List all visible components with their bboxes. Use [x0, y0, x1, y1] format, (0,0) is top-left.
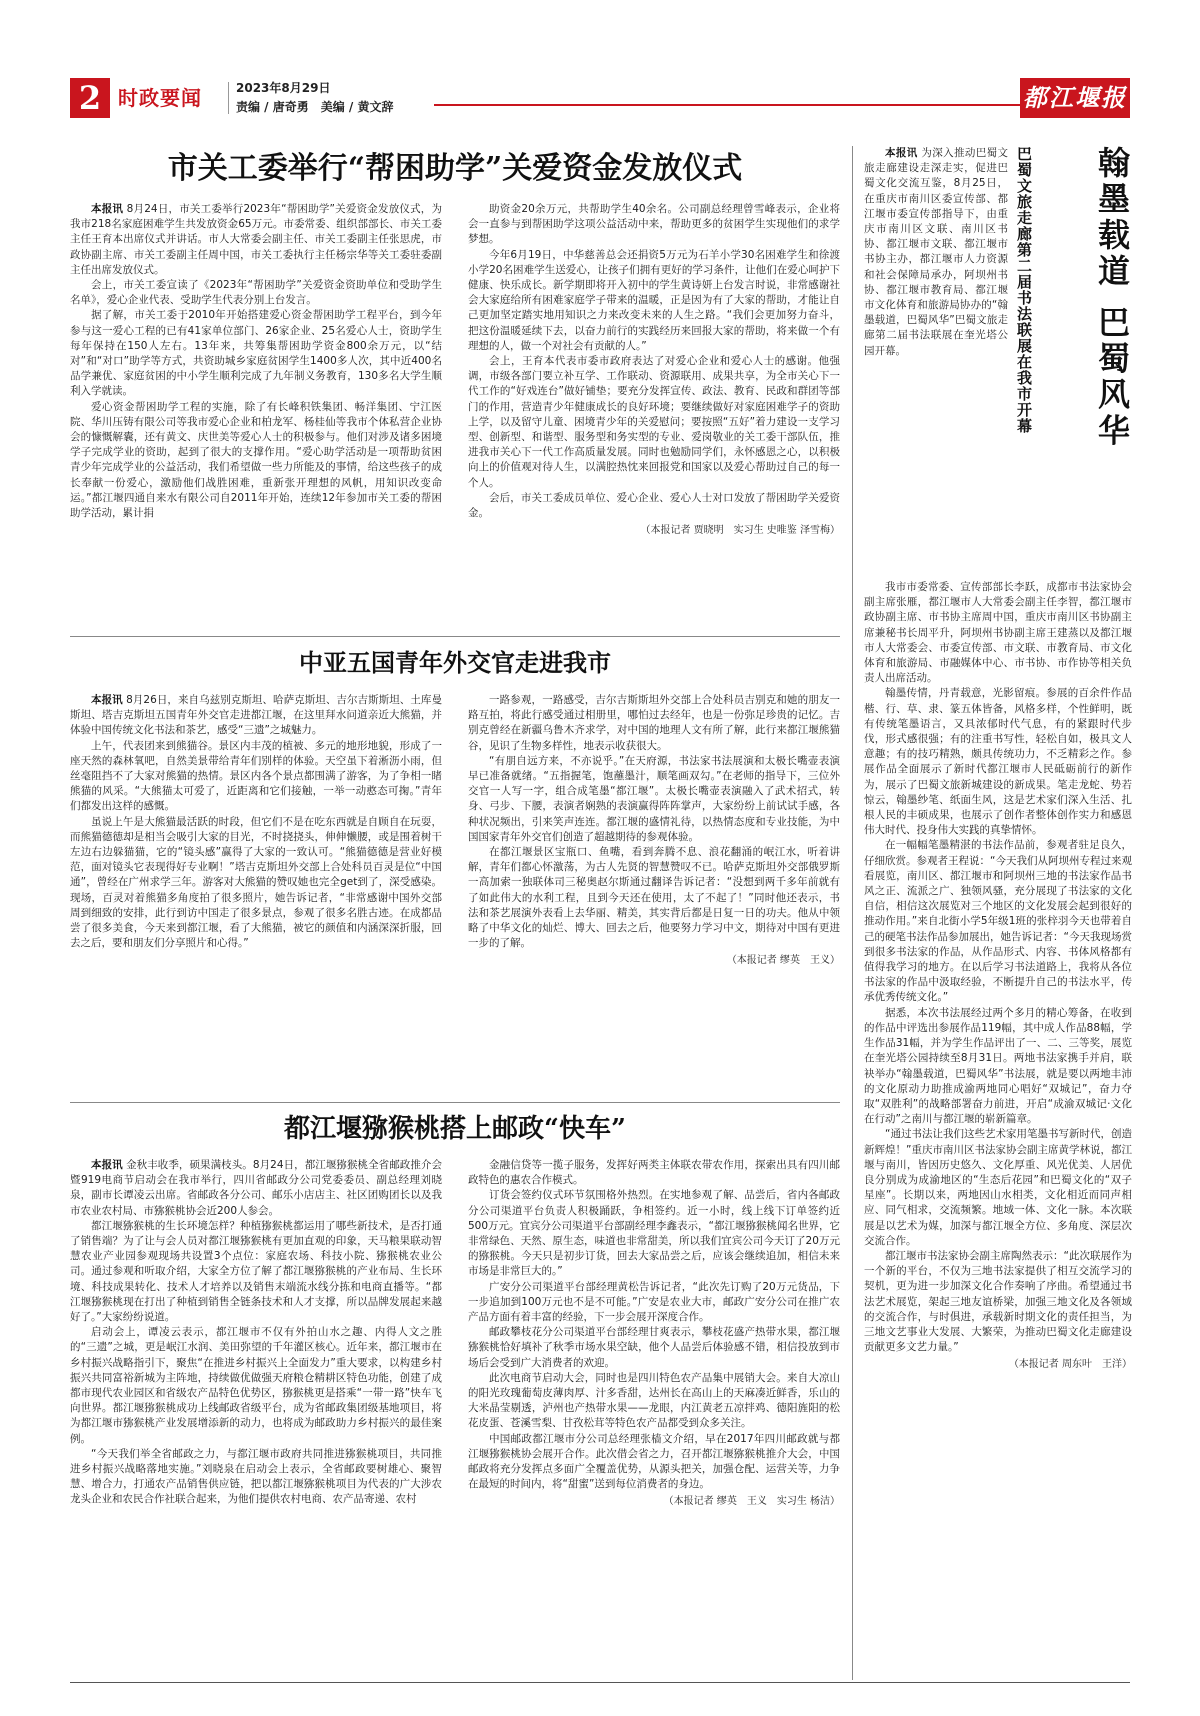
byline: （本报记者 贾晓明 实习生 史唯鉴 泽雪梅）	[640, 525, 840, 537]
article-paragraph	[70, 400, 442, 522]
paragraph-text: 8月26日，来自乌兹别克斯坦、哈萨克斯坦、吉尔吉斯斯坦、土库曼斯坦、塔吉克斯坦五国青年外交官走进都江堰，在这里拜水问道亲近大熊猫，并体验中国传统文化书法和茶艺，感受“三遗”之城魅力。	[70, 694, 442, 737]
paragraph-text: 在都江堰景区宝瓶口、鱼嘴，看到奔腾不息、浪花翻涌的岷江水，听着讲解，青年们都心怀激荡，为古人先贤的智慧赞叹不已。哈萨克斯坦外交部俄罗斯一高加索一独联体司三秘奥赵尔斯通过翻译告诉记者：“没想到两千多年前就有了如此伟大的水利工程，且到今天还在使用，太了不起了！”同时他还表示，书法和茶艺展演外表看上去华丽、精美，其实背后都是日复一日的功夫。他从中领略了中华文化的灿烂、博大、回去之后，他要努力学习中文，期待对中国有更进一步的了解。	[468, 846, 840, 950]
paragraph-text: 会后，市关工委成员单位、爱心企业、爱心人士对口发放了帮困助学关爱资金。	[468, 491, 840, 520]
article-paragraph	[864, 146, 1008, 359]
paragraph-text: “有朋自远方来，不亦说乎。”在天府源，书法家书法展演和太极长嘴壶表演早已准备就绪。“五指握笔，饱蘸墨汁，顺笔画双勾。”在老师的指导下，三位外交官一人写一字，组合成笔墨“都江堰”。太极长嘴壶表演融入了武术招式，转身、弓步、下腰，表演者娴熟的表演赢得阵阵掌声，大家纷纷上前试试手感，各种状况频出，引来笑声连连。都江堰的盛情礼待，以热情态度和专业技能，为中国国家青年外交官们创造了超越期待的参观体验。	[468, 754, 840, 843]
page-number: 2	[70, 78, 110, 118]
header-rule	[434, 104, 1074, 106]
article-calligraphy-exhibition	[864, 146, 1132, 1680]
paragraph-text: 8月24日，市关工委举行2023年“帮困助学”关爱资金发放仪式，为我市218名家庭困难学生共发放资金65万元。市委常委、组织部部长、市关工委主任王育本出席仪式并讲话。市人大常委会副主任、市关工委副主任张思虎，市政协副主席、市关工委副主任周中国，市关工委执行主任杨宗华等关工委驻委副主任出席发放仪式。	[70, 203, 442, 276]
article-column-1	[70, 202, 442, 626]
article-paragraph	[864, 838, 1132, 1005]
article-paragraph	[468, 693, 840, 754]
article-headline: 都江堰猕猴桃搭上邮政“快车”	[284, 1114, 626, 1144]
page-bottom-rule	[70, 1682, 1130, 1683]
lead-label: 本报讯	[91, 1159, 123, 1171]
paragraph-text: 爱心资金帮困助学工程的实施，除了有长峰积铁集团、畅洋集团、宁江医院、华川压铸有限公司等我市爱心企业和柏龙军、杨桂仙等我市个体私营企业协会的慷慨解囊，还有黄文、庆世美等爱心人士的积极参与。他们对涉及诸多困境学子完成学业的资助，起到了很大的支撑作用。“爱心助学活动是一项帮助贫困青少年完成学业的公益活动，我们希望做一些力所能及的事情，给这些孩子的成长奉献一份爱心，激励他们战胜困难，重新张开理想的风帆，用知识改变命运。”都江堰四通自来水有限公司自2011年开始，连续12年参加市关工委的帮困助学活动，累计捐	[70, 400, 442, 520]
article-aid-fund	[70, 148, 840, 628]
article-kiwi-postal	[70, 1110, 840, 1680]
article-paragraph	[864, 1127, 1132, 1249]
article-headline: 市关工委举行“帮困助学”关爱资金发放仪式	[167, 151, 743, 186]
article-paragraph	[468, 202, 840, 248]
column-divider	[852, 146, 853, 1680]
article-paragraph	[468, 491, 840, 521]
article-column-2	[468, 1158, 840, 1678]
section-name: 时政要闻	[118, 86, 202, 110]
editors-line: 责编 / 唐奇勇 美编 / 黄文辞	[236, 100, 394, 114]
paragraph-text: 金秋丰收季，硕果满枝头。8月24日，都江堰猕猴桃全省邮政推介会暨919电商节启动会在我市举行，四川省邮政分公司党委委员、副总经理刘晓泉，副市长谭凌云出席。省邮政各分公司、邮乐小店店主、社区团购团长以及我市农业农村局、市猕猴桃协会近200人参会。	[70, 1159, 442, 1217]
paragraph-text: 一路参观，一路感受，吉尔吉斯斯坦外交部上合处科员吉别克和她的朋友一路互拍，将此行感受通过相册里，哪怕过去经年，也是一份弥足珍贵的记忆。吉别克曾经在新疆乌鲁木齐求学，对中国的地理人文有所了解，此行来都江堰熊猫谷，见识了生物多样性，地表示收获很大。	[468, 694, 840, 752]
paragraph-text: 会上，王育本代表市委市政府表达了对爱心企业和爱心人士的感谢。他强调，市级各部门要立补互学、工作联动、资源联用、成果共享，为全市关心下一代工作的“好戏连台”做好铺垫；要充分发挥宣传、政法、教育、民政和群团等部门的作用，营造青少年健康成长的良好环境；要继续做好对家庭困难学子的资助上学，以及留守儿童、困境青少年的关爱慰问；要按照“五好”着力建设一支学习型、创新型、和谐型、服务型和务实型的专业、爱岗敬业的关工委干部队伍，推进我市关心下一代工作高质量发展。同时也勉励同学们，永怀感恩之心，以积极向上的价值观对待人生，以满腔热忱来回报党和国家以及爱心帮助过自己的每一个人。	[468, 355, 840, 489]
paragraph-text: 助资金20余万元，共帮助学生40余名。公司副总经理曾雪峰表示，企业将会一直参与到帮困助学这项公益活动中来，帮助更多的贫困学生实现他们的求学梦想。	[468, 203, 840, 246]
article-paragraph	[468, 1432, 840, 1493]
paragraph-text: 金融信贷等一揽子服务，发挥好两类主体联农带农作用，探索出具有四川邮政特色的惠农合作模式。	[468, 1159, 840, 1187]
article-intro	[864, 146, 1008, 576]
article-paragraph	[468, 1280, 840, 1326]
header-separator	[228, 82, 229, 114]
article-paragraph	[70, 308, 442, 399]
paper-logo: 都江堰报	[1020, 78, 1130, 118]
article-column-1	[70, 693, 442, 1093]
article-paragraph	[70, 202, 442, 278]
paragraph-text: 据了解，市关工委于2010年开始搭建爱心资金帮困助学工程平台，到今年参与这一爱心工程的已有41家单位部门、26家企业、25名爱心人士，资助学生每年保持在150人左右。13年来，共筹集帮困助学资金800余万元，以“结对”和“对口”助学等方式，共资助城乡家庭贫困学生1400多人次，其中近400名品学兼优、家庭贫困的中小学生顺利完成了九年制义务教育，130多名大学生顺利入学就读。	[70, 309, 442, 398]
paragraph-text: 此次电商节启动大会，同时也是四川特色农产品集中展销大会。来自大凉山的阳光玫瑰葡萄皮薄肉厚、汁多香甜，达州长在高山上的天麻凑近鲜香，乐山的大米晶莹剔透，泸州也产热带水果——龙眼，内江黄老五凉拌鸡、德阳旌阳的松花皮蛋、苍溪雪梨、甘孜松茸等特色农产品都受到众多关注。	[468, 1371, 840, 1430]
article-divider	[70, 636, 840, 637]
byline: （本报记者 缪英 王义 实习生 杨洁）	[663, 1496, 840, 1508]
byline: （本报记者 缪英 王义）	[726, 955, 840, 967]
article-paragraph	[864, 1249, 1132, 1355]
paragraph-text: 邮政攀枝花分公司渠道平台部经理甘爽表示，攀枝花盛产热带水果，都江堰猕猴桃恰好填补了秋季市场水果空缺，他个人品尝后体验感不错，相信投放到市场后会受到广大消费者的欢迎。	[468, 1326, 840, 1369]
lead-label: 本报讯	[91, 694, 123, 706]
paragraph-text: 会上，市关工委宣读了《2023年“帮困助学”关爱资金资助单位和受助学生名单》，爱心企业代表、受助学生代表分别上台发言。	[70, 279, 442, 307]
article-column-2	[468, 693, 840, 1093]
article-column-1	[70, 1158, 442, 1678]
article-paragraph	[468, 1158, 840, 1188]
article-paragraph	[70, 1219, 442, 1325]
article-divider	[70, 1102, 840, 1103]
article-paragraph	[864, 1006, 1132, 1128]
article-paragraph	[468, 1188, 840, 1279]
paragraph-text: 都江堰市书法家协会副主席陶然表示：“此次联展作为一个新的平台，不仅为三地书法家提供了相互交流学习的契机，更为进一步加深文化合作奏响了序曲。希望通过书法艺术展览，架起三地友谊桥梁，加强三地文化及各领域的交流合作，与时俱进，承载新时期文化的责任担当，为三地文艺事业大发展、大繁荣，为推动巴蜀文化走廊建设贡献更多文艺力量。”	[864, 1249, 1132, 1354]
article-paragraph	[468, 1371, 840, 1432]
article-diplomats-visit	[70, 645, 840, 1095]
article-paragraph	[70, 815, 442, 952]
article-paragraph	[864, 686, 1132, 838]
article-paragraph	[70, 1447, 442, 1508]
issue-date: 2023年8月29日	[236, 81, 331, 95]
article-paragraph	[70, 278, 442, 308]
paragraph-text: 上午，代表团来到熊猫谷。景区内丰茂的植被、多元的地形地貌，形成了一座天然的森林氧吧，自然美景带给青年们别样的体验。天空虽下着淅沥小雨，但丝毫阻挡不了大家对熊猫的热情。景区内各个景点都围满了游客，为了争相一睹熊猫的风采。“大熊猫太可爱了，近距离和它们接触，一举一动憨态可掬。”青年们都发出这样的感慨。	[70, 739, 442, 813]
article-paragraph	[468, 754, 840, 845]
paragraph-text: 今年6月19日，中华慈善总会还捐资5万元为石羊小学30名困难学生和徐渡小学20名困难学生送爱心，让孩子们拥有更好的学习条件，让他们在爱心呵护下健康、快乐成长。新学期即将开入初中的学生黄诗妍上台发言时说，非常感谢社会大家庭给所有困难家庭学子带来的温暖，正是因为有了大家的帮助，才能让自己更加坚定踏实地用知识之力来改变未来的人生之路。“我们会更加努力奋斗，把这份温暖延续下去，以奋力前行的实践经历来回报大家的帮助，将来做一个有理想的人，做一个对社会有贡献的人。”	[468, 248, 840, 352]
article-paragraph	[468, 1325, 840, 1371]
article-paragraph	[468, 354, 840, 491]
article-headline: 翰墨载道 巴蜀风华	[1093, 146, 1131, 450]
paragraph-text: “今天我们举全省邮政之力，与都江堰市政府共同推进猕猴桃项目，共同推进乡村振兴战略落地实施。”刘晓泉在启动会上表示，全省邮政要树雄心、聚智慧、增合力，打通农产品销售供应链，把以都江堰猕猴桃项目为代表的广大涉农龙头企业和农民合作社联合起来，为他们提供农村电商、农产品寄递、农村	[70, 1447, 442, 1506]
paragraph-text: “通过书法让我们这些艺术家用笔墨书写新时代，创造新辉煌！”重庆市南川区书法家协会副主席黄学林说，都江堰与南川，皆因历史悠久、文化厚重、风光优美、人居优良分别成为成渝地区的“生态后花园”和巴蜀文化的“双子星座”。长期以来，两地因山水相类，文化相近而同声相应、同气相求，交流频繁。地域一体、文化一脉。本次联展是以艺术为媒，加深与都江堰全方位、多角度、深层次交流合作。	[864, 1128, 1132, 1247]
byline: （本报记者 周东叶 王洋）	[1008, 1359, 1132, 1371]
article-headline: 中亚五国青年外交官走进我市	[299, 648, 611, 677]
paragraph-text: 订货会签约仪式环节氛围格外热烈。在实地参观了解、品尝后，省内各邮政分公司渠道平台负责人积极踊跃，争相签约。近一小时，线上线下订单签约近500万元。宜宾分公司渠道平台部副经理李鑫表示，“都江堰猕猴桃闻名世界，它非常绿色、天然、原生态，味道也非常甜美，所以我们宜宾公司今天订了20万元的猕猴桃。今天只是初步订货，回去大家品尝之后，应该会继续追加，相信未来市场是非常巨大的。”	[468, 1189, 840, 1278]
article-paragraph	[864, 580, 1132, 686]
paragraph-text: 启动会上，谭凌云表示，都江堰市不仅有外拍山水之趣、内得人文之胜的“三遗”之城，更是岷江水润、美田弥望的千年灌区核心。近年来，都江堰市在乡村振兴战略指引下，聚焦“在推进乡村振兴上全面发力”重大要求，以构建乡村振兴共同富裕新城为主阵地，持续做优做强天府粮仓精耕区特色功能，创建了成都市现代农业园区和省级农产品特色优势区，猕猴桃更是搭乘“一带一路”快车飞向世界。都江堰猕猴桃成功上线邮政省级平台，成为省邮政集团级基地项目，将为都江堰市猕猴桃产业发展增添新的动力，也将成为邮政助力乡村振兴的最佳案例。	[70, 1326, 442, 1445]
masthead	[70, 78, 1130, 118]
paragraph-text: 在一幅幅笔墨精湛的书法作品前，参观者驻足良久，仔细欣赏。参观者王程说：“今天我们从阿坝州专程过来观看展览，南川区、都江堰市和阿坝州三地的书法家作品书风之正、流派之广、独领风骚，充分展现了书法家的文化自信，相信这次展览对三个地区的文化发展会起到很好的推动作用。”来自北街小学5年级1班的张梓羽今天也带着自己的硬笔书法作品参加展出，她告诉记者：“今天我现场赏到很多书法家的作品，从作品形式、内容、书体风格都有值得我学习的地方。在以后学习书法道路上，我将从各位书法家的作品中汲取经验，不断提升自己的书法水平，传承优秀传统文化。”	[864, 839, 1132, 1004]
paragraph-text: 我市市委常委、宣传部部长李跃，成都市书法家协会副主席张雁，都江堰市人大常委会副主任李智，都江堰市政协副主席、市书协主席周中国，重庆市南川区书协副主席兼秘书长周平升，阿坝州书协副主席王建蒸以及都江堰市人大常委会、市委宣传部、市文联、市教育局、市文化体育和旅游局、市融媒体中心、市书协、市作协等相关负责人出席活动。	[864, 581, 1132, 685]
lead-label: 本报讯	[885, 147, 918, 159]
article-paragraph	[468, 845, 840, 951]
paragraph-text: 据悉，本次书法展经过两个多月的精心筹备，在收到的作品中评选出参展作品119幅，其中成人作品88幅，学生作品31幅，并为学生作品评出了一、二、三等奖，展览在奎光塔公园持续至8月31日。两地书法家携手并肩，联袂举办“翰墨载道，巴蜀风华”书法展，就是要以两地丰沛的文化原动力助推成渝两地同心唱好“双城记”，奋力夺取“双胜利”的战略部署奋力前进，开启“成渝双城记·文化在行动”之南川与都江堰的崭新篇章。	[864, 1006, 1132, 1126]
article-paragraph	[70, 1325, 442, 1447]
article-paragraph	[70, 739, 442, 815]
article-paragraph	[70, 1158, 442, 1219]
article-body	[864, 580, 1132, 1680]
paragraph-text: 翰墨传情，丹青载意，光影留痕。参展的百余件作品楷、行、草、隶、篆五体皆备，风格多样，个性鲜明，既有传统笔墨语言，又具浓郁时代气息，有的紧跟时代步伐，形式感很强；有的注重书写性，轻松自如，极具文人意趣；有的技巧精熟，颇具传统功力，不乏精彩之作。参展作品全面展示了新时代都江堰市人民砥砺前行的新作为，展示了巴蜀文旅新城建设的新成果。笔走龙蛇、势若惊云，翰墨纱笔、纸面生风，这是艺术家们深入生活、扎根人民的丰硕成果，也展示了创作者整体创作实力和感恩伟大时代、投身伟大实践的真挚情怀。	[864, 687, 1132, 837]
paragraph-text: 为深入推动巴蜀文旅走廊建设走深走实，促进巴蜀文化交流互鉴，8月25日，在重庆市南川区委宣传部、都江堰市委宣传部指导下，由重庆市南川区文联、南川区书协、都江堰市文联、都江堰市书协主办，都江堰市人力资源和社会保障局承办，阿坝州书协、都江堰市教育局、都江堰市文化体育和旅游局协办的“翰墨载道，巴蜀风华”巴蜀文旅走廊第二届书法联展在奎光塔公园开幕。	[864, 147, 1008, 357]
article-column-2	[468, 202, 840, 626]
vertical-title-block	[1014, 146, 1132, 576]
article-paragraph	[70, 693, 442, 739]
paragraph-text: 广安分公司渠道平台部经理黄松告诉记者，“此次先订购了20万元货品，下一步追加到100万元也不是不可能。”广安是农业大市，邮政广安分公司在推广农产品方面有着丰富的经验，下一步会展开深度合作。	[468, 1280, 840, 1324]
paragraph-text: 中国邮政都江堰市分公司总经理张樯文介绍，早在2017年四川邮政就与都江堰猕猴桃协会展开合作。此次借会省之力，召开都江堰猕猴桃推介大会，中国邮政将充分发挥点多面广全覆盖优势，从源头把关，加强仓配、运营关等，力争在最短的时间内，将“甜蜜”送到每位消费者的身边。	[468, 1432, 840, 1491]
lead-label: 本报讯	[91, 203, 124, 215]
article-subheadline: 巴蜀文旅走廊第二届书法联展在我市开幕	[1015, 146, 1033, 434]
paragraph-text: 都江堰猕猴桃的生长环境怎样？种植猕猴桃都运用了哪些新技术，是否打通了销售端？为了让与会人员对都江堰猕猴桃有更加直观的印象，天马粮果联动智慧农业产业园参观现场共设置3个点位：家庭农场、科技小院、猕猴桃农业公司。通过参观和听取介绍，大家全方位了解了都江堰猕猴桃的产业布局、生长环境、科技成果转化、技术人才培养以及销售末端流水线分拣和电商直播等。“都江堰猕猴桃现在打出了种植到销售全链条技术和人才支撑，所以品牌发展起来越好了。”大家纷纷说道。	[70, 1219, 442, 1324]
paragraph-text: 虽说上午是大熊猫最活跃的时段，但它们不是在吃东西就是自顾自在玩耍，而熊猫德德却是相当会吸引大家的目光，不时挠挠头，伸伸懒腰，或是围着树干左边右边躲猫猫，它的“镜头感”赢得了大家的一致认可。“熊猫德德是营业好模范，面对镜头它表现得好专业啊！”塔吉克斯坦外交部上合处科员百灵是位“中国通”，曾经在广州求学三年。游客对大熊猫的赞叹她也完全get到了，深受感染。现场，百灵对着熊猫多角度拍了很多照片，她告诉记者，“非常感谢中国外交部周到细致的安排，此行到访中国走了很多景点，参观了很多名胜古迹。在成都品尝了很多美食，今天来到都江堰，看了大熊猫，被它的颜值和内涵深深折服，回去之后，要和朋友们分享照片和心得。”	[70, 815, 442, 950]
article-paragraph	[468, 248, 840, 354]
